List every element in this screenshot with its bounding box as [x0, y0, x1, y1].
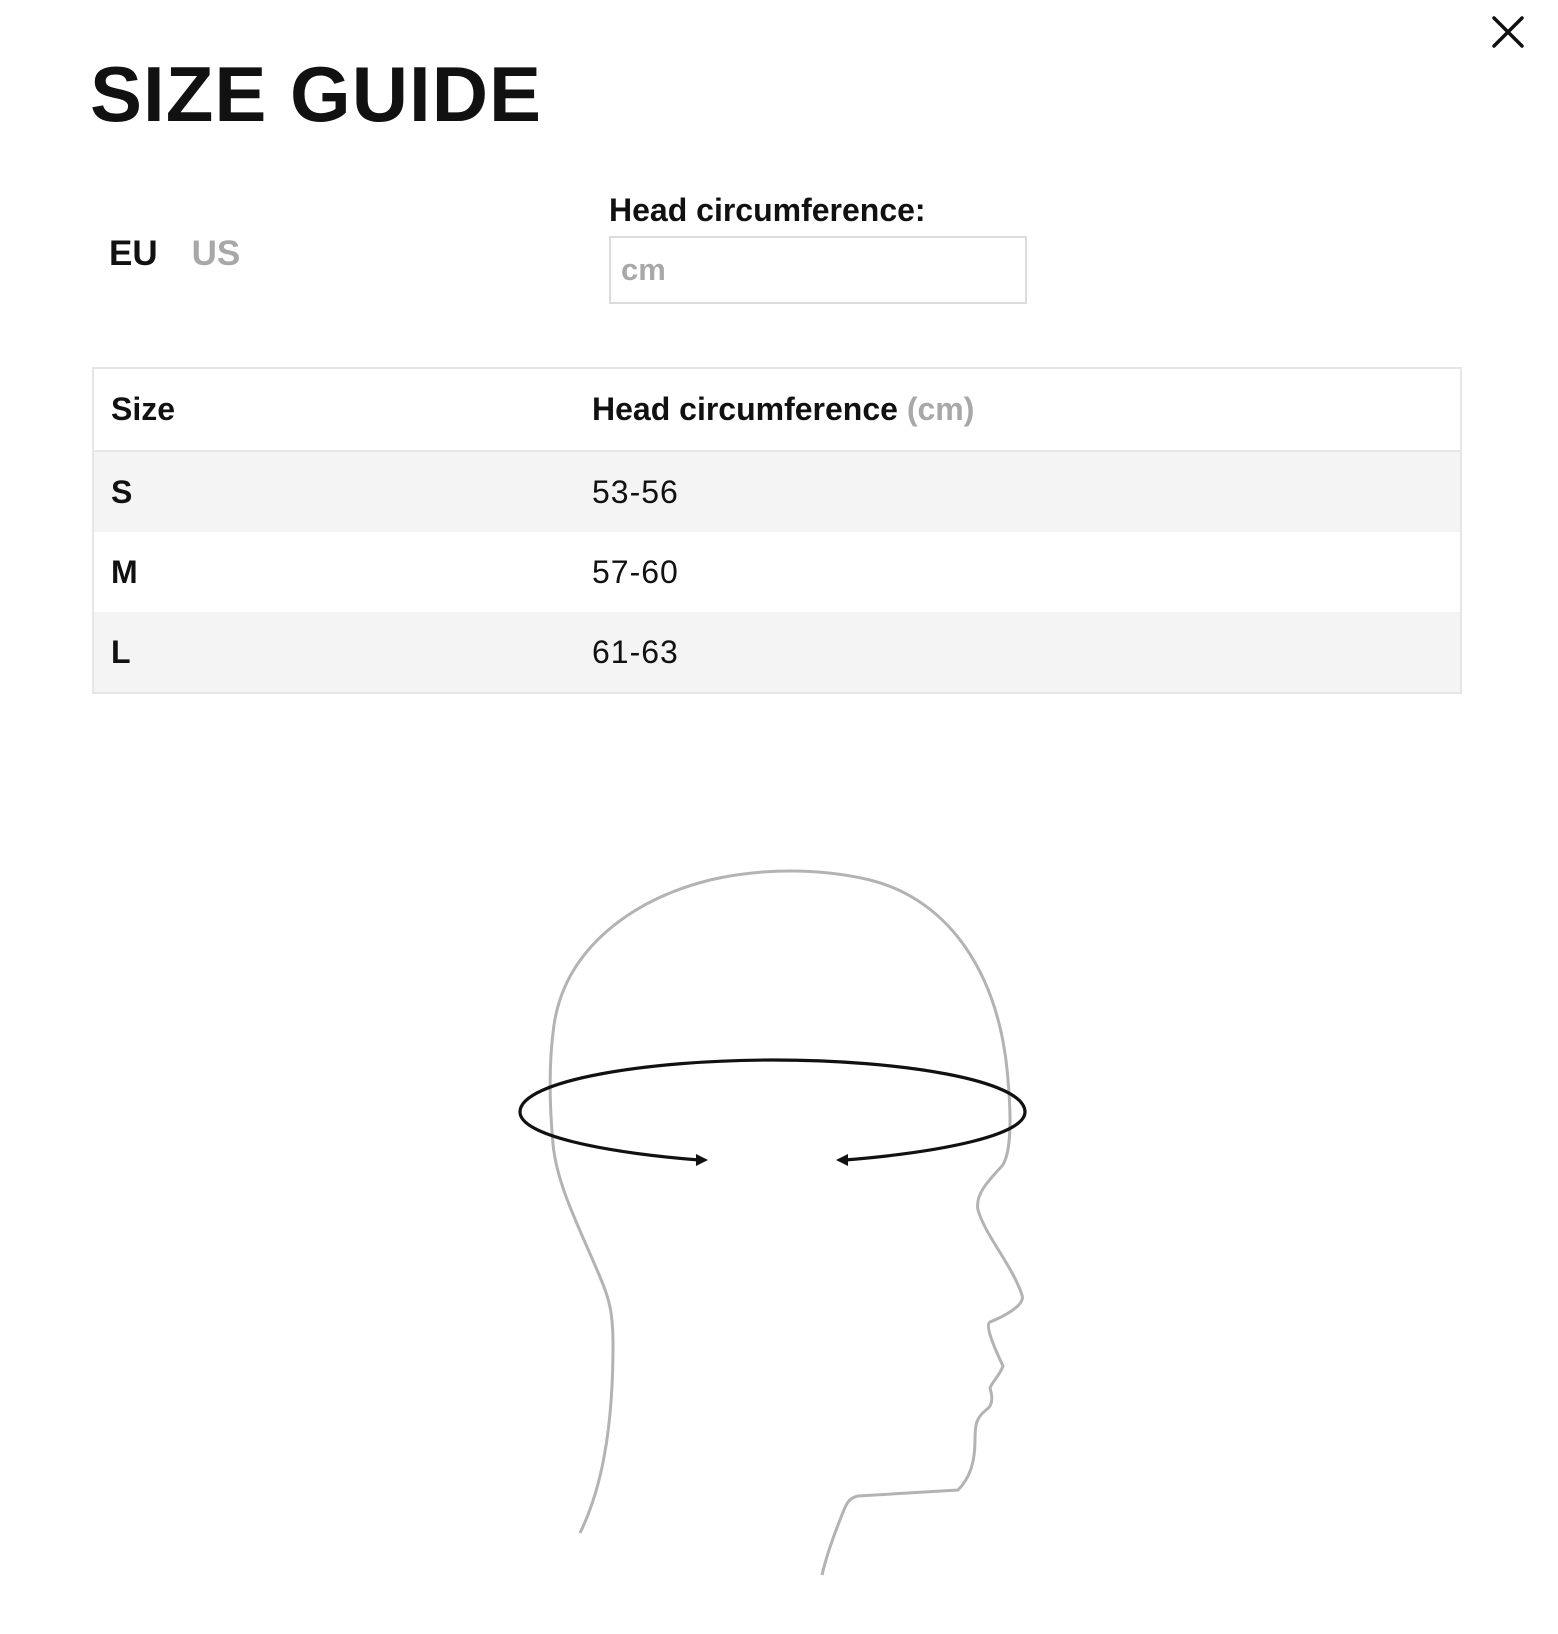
circumference-cell: 57-60	[592, 553, 679, 590]
size-cell: L	[111, 633, 131, 670]
table-row	[94, 532, 1460, 612]
size-cell: M	[111, 553, 138, 590]
unit-us-button[interactable]: US	[191, 234, 241, 273]
table-header-row	[94, 369, 1460, 452]
table-row	[94, 612, 1460, 692]
circumference-header-label: Head circumference	[592, 391, 898, 427]
table-row	[94, 452, 1460, 532]
circumference-column-header	[592, 391, 1460, 428]
arrowhead-left-icon	[696, 1154, 708, 1166]
size-column-header: Size	[111, 391, 176, 427]
page-title: SIZE GUIDE	[90, 50, 543, 138]
unit-eu-button[interactable]: EU	[109, 234, 158, 273]
close-icon	[1491, 15, 1525, 49]
measurement-loop-arrow	[520, 1060, 1025, 1160]
arrowhead-right-icon	[836, 1154, 848, 1166]
circumference-cell: 61-63	[592, 633, 679, 670]
circumference-header-unit: (cm)	[906, 391, 975, 427]
close-button[interactable]	[1484, 8, 1532, 56]
unit-toggle	[109, 234, 240, 274]
size-table	[92, 367, 1462, 694]
head-circumference-input[interactable]	[609, 236, 1027, 304]
size-cell: S	[111, 473, 133, 510]
head-outline	[550, 871, 1022, 1575]
circumference-cell: 53-56	[592, 473, 679, 510]
head-circumference-label: Head circumference:	[609, 192, 926, 228]
